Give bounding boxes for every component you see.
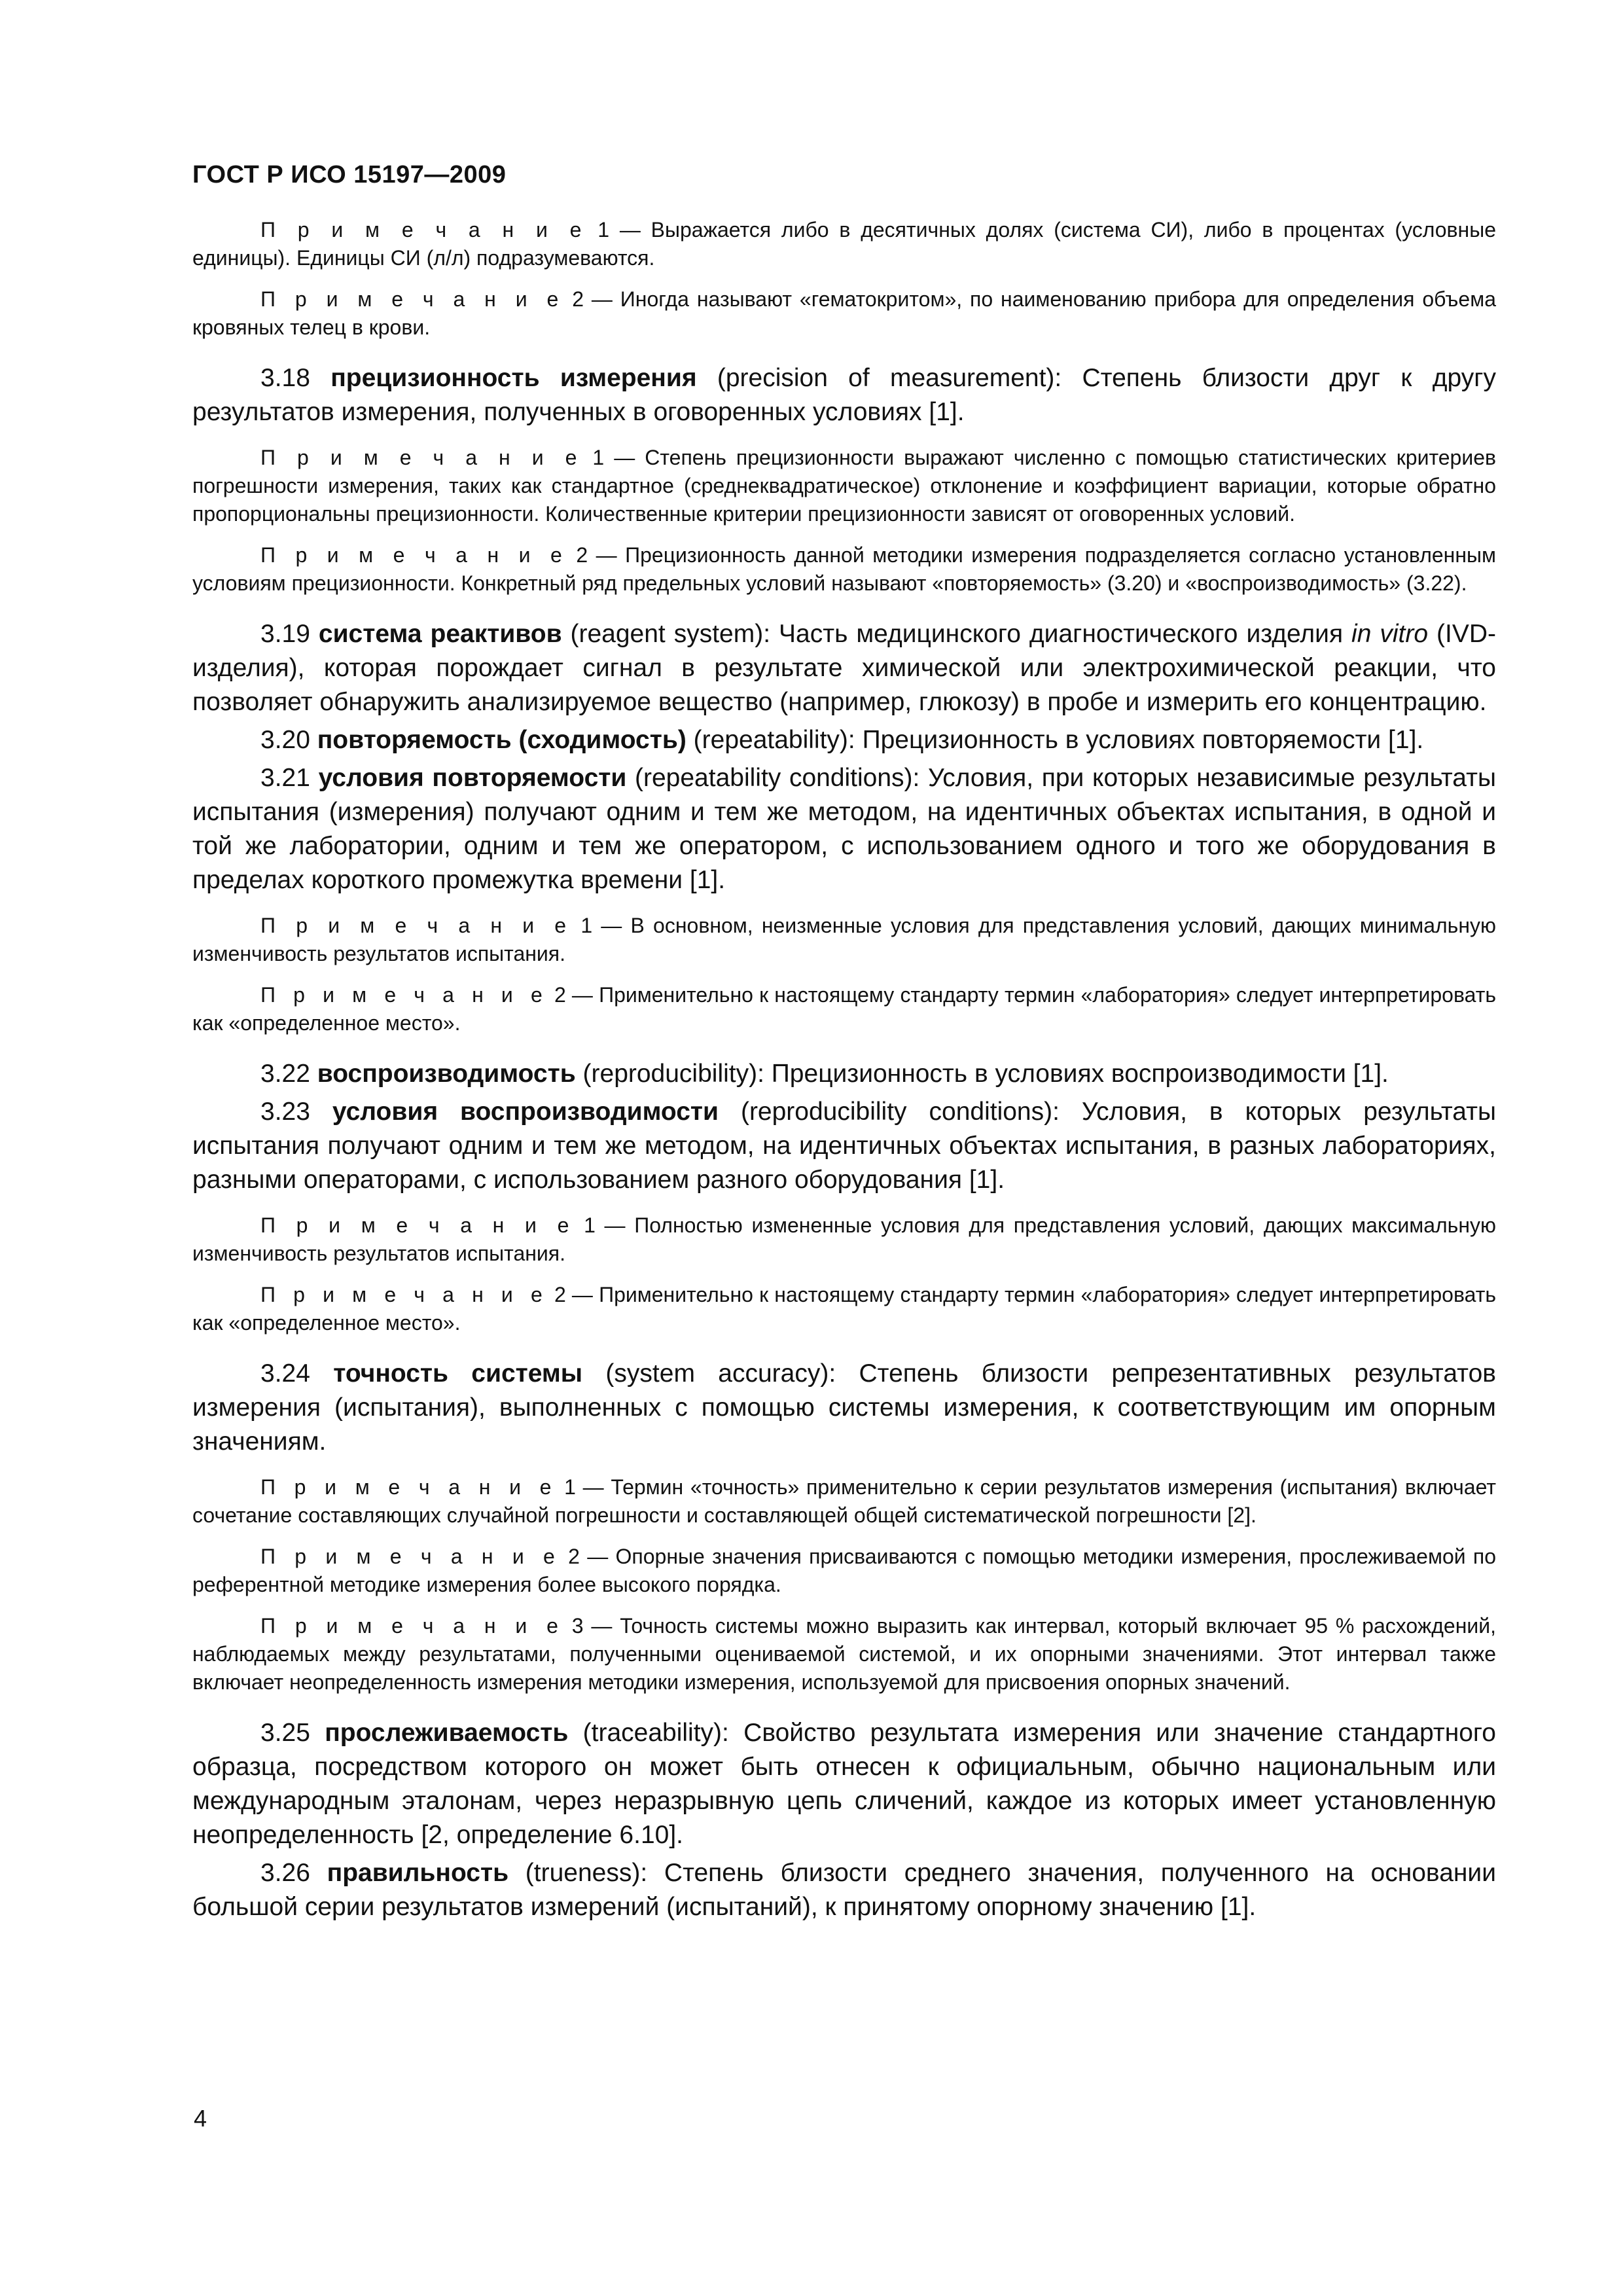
- note-label: П р и м е ч а н и е: [260, 1283, 548, 1306]
- term-definition-start: (reagent system): Часть медицинского диагностического изделия: [562, 620, 1352, 648]
- term-3-26: [192, 1856, 1496, 1924]
- term-name: точность системы: [333, 1359, 583, 1388]
- note-3-24-2: [192, 1543, 1496, 1599]
- term-3-20: [192, 723, 1496, 757]
- note-number: 2: [576, 543, 588, 567]
- standard-header: ГОСТ Р ИСО 15197—2009: [192, 161, 507, 188]
- note-label: П р и м е ч а н и е: [260, 218, 588, 242]
- term-number: 3.19: [260, 620, 310, 648]
- note-number: 1: [564, 1475, 576, 1499]
- term-name: прецизионность измерения: [330, 364, 697, 392]
- term-definition: (precision of measurement): Степень близости друг к другу результатов измерения, полученных в оговоренных условиях [1].: [192, 364, 1496, 426]
- note-number: 2: [554, 983, 566, 1007]
- term-number: 3.21: [260, 764, 310, 792]
- term-definition: (repeatability conditions): Условия, при которых независимые результаты испытания (измерения) получают одним и тем же методом, на идентичных объектах испытания, в одной и той же лаборатории, одним и тем же оператором, с использованием одного и того же оборудования в пределах короткого промежутка времени [1].: [192, 764, 1497, 894]
- term-name: условия воспроизводимости: [332, 1098, 719, 1126]
- note-label: П р и м е ч а н и е: [260, 446, 583, 469]
- note-label: П р и м е ч а н и е: [260, 1475, 558, 1499]
- term-definition: (reproducibility): Прецизионность в условиях воспроизводимости [1].: [575, 1060, 1389, 1088]
- note-number: 1: [597, 218, 610, 242]
- term-number: 3.25: [260, 1719, 310, 1747]
- note-3-24-1: [192, 1473, 1496, 1530]
- note-number: 2: [568, 1545, 580, 1568]
- term-3-21: [192, 761, 1496, 897]
- note-3-21-1: [192, 912, 1496, 968]
- note-label: П р и м е ч а н и е: [260, 1213, 575, 1237]
- term-3-24: [192, 1357, 1496, 1459]
- note-text: — В основном, неизменные условия для представления условий, дающих минимальную изменчивость результатов испытания.: [192, 914, 1497, 965]
- term-definition: (trueness): Степень близости среднего значения, полученного на основании большой серии результатов измерений (испытаний), к принятому опорному значению [1].: [192, 1859, 1496, 1921]
- note-text: — Применительно к настоящему стандарту термин «лаборатория» следует интерпретировать как «определенное место».: [192, 1283, 1497, 1335]
- term-name: воспроизводимость: [317, 1060, 576, 1088]
- note-3-18-2: [192, 541, 1496, 598]
- note-label: П р и м е ч а н и е: [260, 543, 568, 567]
- note-3-24-3: [192, 1612, 1496, 1696]
- term-number: 3.26: [260, 1859, 310, 1887]
- note-3-21-2: [192, 981, 1496, 1037]
- term-number: 3.22: [260, 1060, 310, 1088]
- term-name: повторяемость (сходимость): [317, 726, 687, 754]
- note-text: — Термин «точность» применительно к серии результатов измерения (испытания) включает сочетание составляющих случайной погрешности и составляющей общей систематической погрешности [2].: [192, 1475, 1497, 1527]
- note-number: 3: [571, 1614, 584, 1638]
- note-number: 1: [584, 1213, 596, 1237]
- term-name: правильность: [327, 1859, 509, 1887]
- term-definition: (system accuracy): Степень близости репрезентативных результатов измерения (испытания), выполненных с помощью системы измерения, к соответствующим им опорным значениям.: [192, 1359, 1496, 1456]
- note-3-17-1: [192, 216, 1496, 272]
- term-definition: (reproducibility conditions): Условия, в которых результаты испытания получают одним и тем же методом, на идентичных объектах испытания, в разных лабораториях, разными операторами, с использованием разного оборудования [1].: [192, 1098, 1496, 1194]
- term-3-22: [192, 1057, 1496, 1091]
- note-number: 2: [572, 287, 584, 311]
- term-name: прослеживаемость: [325, 1719, 569, 1747]
- term-3-25: [192, 1716, 1496, 1852]
- note-label: П р и м е ч а н и е: [260, 983, 548, 1007]
- document-body: [192, 216, 1496, 1928]
- term-name: система реактивов: [318, 620, 562, 648]
- term-italic: in vitro: [1351, 620, 1429, 648]
- term-name: условия повторяемости: [318, 764, 627, 792]
- note-number: 2: [554, 1283, 566, 1306]
- note-3-23-1: [192, 1211, 1496, 1268]
- term-number: 3.20: [260, 726, 310, 754]
- term-definition-end: (IVD-изделия), которая порождает сигнал в результате химической или электрохимической реакции, что позволяет обнаружить анализируемое вещество (например, глюкозу) в пробе и измерить его концентрацию.: [192, 620, 1496, 716]
- note-text: — Прецизионность данной методики измерения подразделяется согласно установленным условиям прецизионности. Конкретный ряд предельных условий называют «повторяемость» (3.20) и «воспроизводимость» (3.22).: [192, 543, 1497, 595]
- term-definition: (traceability): Свойство результата измерения или значение стандартного образца, посредством которого он может быть отнесен к официальным, обычно национальным или международным эталонам, через неразрывную цепь сличений, каждое из которых имеет установленную неопределенность [2, определение 6.10].: [192, 1719, 1496, 1849]
- note-text: — Иногда называют «гематокритом», по наименованию прибора для определения объема кровяных телец в крови.: [192, 287, 1497, 339]
- note-text: — Точность системы можно выразить как интервал, который включает 95 % расхождений, наблюдаемых между результатами, полученными оцениваемой системой, и их опорными значениями. Этот интервал также включает неопределенность измерения методики измерения, используемой для присвоения опорных значений.: [192, 1614, 1497, 1694]
- note-label: П р и м е ч а н и е: [260, 1614, 564, 1638]
- note-text: — Применительно к настоящему стандарту термин «лаборатория» следует интерпретировать как «определенное место».: [192, 983, 1497, 1035]
- term-number: 3.18: [260, 364, 310, 392]
- note-number: 1: [592, 446, 605, 469]
- page-number: 4: [194, 2105, 207, 2132]
- term-3-23: [192, 1095, 1496, 1197]
- term-number: 3.23: [260, 1098, 310, 1126]
- note-text: — Выражается либо в десятичных долях (система СИ), либо в процентах (условные единицы). Единицы СИ (л/л) подразумеваются.: [192, 218, 1497, 270]
- note-text: — Полностью измененные условия для представления условий, дающих максимальную изменчивость результатов испытания.: [192, 1213, 1497, 1265]
- note-text: — Опорные значения присваиваются с помощью методики измерения, прослеживаемой по референтной методике измерения более высокого порядка.: [192, 1545, 1497, 1596]
- note-3-18-1: [192, 444, 1496, 528]
- note-number: 1: [580, 914, 593, 937]
- note-3-17-2: [192, 285, 1496, 342]
- term-3-18: [192, 361, 1496, 429]
- note-label: П р и м е ч а н и е: [260, 287, 565, 311]
- note-label: П р и м е ч а н и е: [260, 914, 573, 937]
- note-3-23-2: [192, 1281, 1496, 1337]
- note-text: — Степень прецизионности выражают численно с помощью статистических критериев погрешности измерения, таких как стандартное (среднеквадратическое) отклонение и коэффициент вариации, которые обратно пропорциональны прецизионности. Количественные критерии прецизионности зависят от оговоренных условий.: [192, 446, 1497, 526]
- term-number: 3.24: [260, 1359, 310, 1388]
- term-definition: (repeatability): Прецизионность в условиях повторяемости [1].: [686, 726, 1424, 754]
- term-3-19: [192, 617, 1496, 719]
- note-label: П р и м е ч а н и е: [260, 1545, 561, 1568]
